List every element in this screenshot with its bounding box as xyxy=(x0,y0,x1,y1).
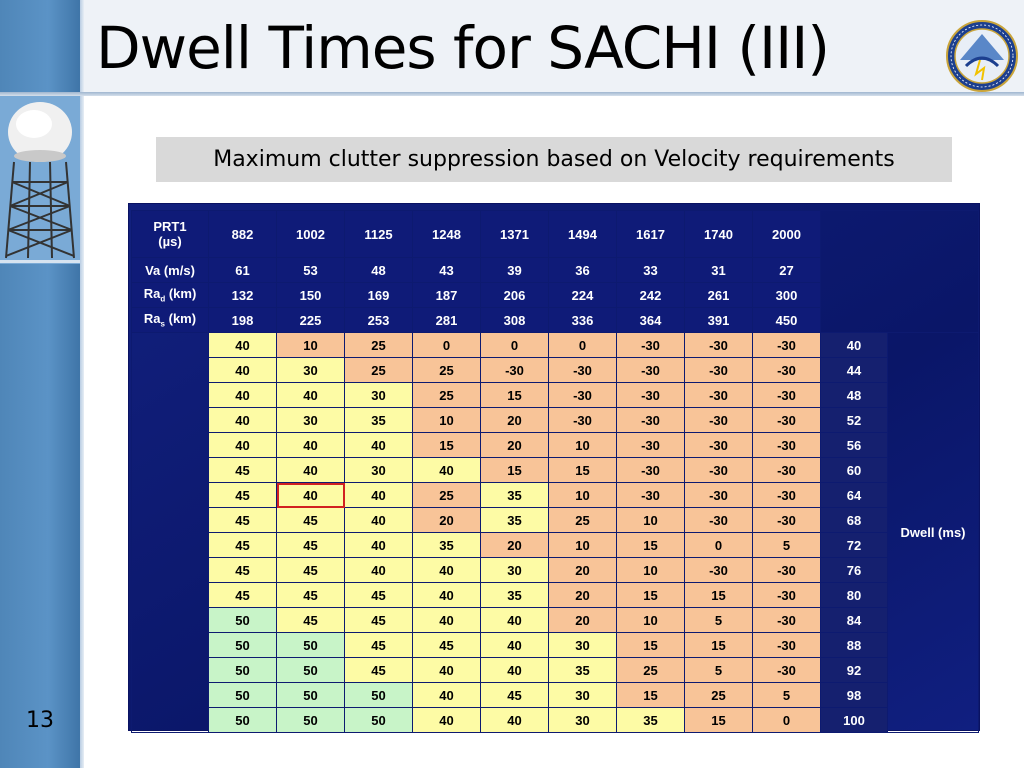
table-cell: 20 xyxy=(549,608,617,633)
dwell-value: 56 xyxy=(821,433,888,458)
table-cell: 0 xyxy=(413,333,481,358)
table-cell: 40 xyxy=(413,658,481,683)
table-cell: 45 xyxy=(209,583,277,608)
table-cell: 45 xyxy=(345,658,413,683)
dwell-value: 92 xyxy=(821,658,888,683)
dwell-value: 44 xyxy=(821,358,888,383)
ras-value: 308 xyxy=(481,308,549,333)
table-cell: 40 xyxy=(413,583,481,608)
table-cell: 40 xyxy=(413,458,481,483)
va-value: 31 xyxy=(685,258,753,283)
prt1-value: 1494 xyxy=(549,211,617,258)
table-row xyxy=(132,583,979,608)
table-cell: -30 xyxy=(753,583,821,608)
table-cell: 20 xyxy=(481,408,549,433)
table-cell: -30 xyxy=(481,358,549,383)
table-cell: -30 xyxy=(753,508,821,533)
dwell-value: 84 xyxy=(821,608,888,633)
table-cell: 50 xyxy=(277,683,345,708)
left-accent-edge xyxy=(80,0,84,768)
table-cell: 0 xyxy=(481,333,549,358)
table-cell: 30 xyxy=(277,358,345,383)
table-cell: 40 xyxy=(345,433,413,458)
table-cell: 25 xyxy=(413,483,481,508)
dwell-value: 100 xyxy=(821,708,888,733)
table-cell: 20 xyxy=(549,558,617,583)
table-cell: 40 xyxy=(277,483,345,508)
table-cell: 15 xyxy=(617,683,685,708)
ras-value: 336 xyxy=(549,308,617,333)
prt1-value: 2000 xyxy=(753,211,821,258)
table-cell: -30 xyxy=(549,358,617,383)
table-cell: 45 xyxy=(209,458,277,483)
prt1-label: PRT1 xyxy=(153,219,187,234)
table-cell: 15 xyxy=(617,633,685,658)
dwell-value: 80 xyxy=(821,583,888,608)
table-cell: -30 xyxy=(753,333,821,358)
table-cell: 10 xyxy=(549,533,617,558)
table-cell: -30 xyxy=(617,483,685,508)
prt1-unit: (µs) xyxy=(158,234,182,249)
va-value: 39 xyxy=(481,258,549,283)
table-cell: 40 xyxy=(413,708,481,733)
table-cell: 15 xyxy=(685,708,753,733)
rad-value: 206 xyxy=(481,283,549,308)
table-cell: 45 xyxy=(209,533,277,558)
table-cell: 40 xyxy=(345,533,413,558)
rad-value: 187 xyxy=(413,283,481,308)
prt1-header xyxy=(132,211,209,258)
ras-value: 281 xyxy=(413,308,481,333)
dwell-value: 64 xyxy=(821,483,888,508)
table-row xyxy=(132,333,979,358)
table-cell: -30 xyxy=(685,558,753,583)
dwell-value: 48 xyxy=(821,383,888,408)
rad-value: 242 xyxy=(617,283,685,308)
prt1-value: 1740 xyxy=(685,211,753,258)
table-cell: 15 xyxy=(481,383,549,408)
table-cell: 25 xyxy=(413,358,481,383)
table-cell: -30 xyxy=(617,358,685,383)
table-cell: 45 xyxy=(209,508,277,533)
dwell-value: 76 xyxy=(821,558,888,583)
table-cell: 40 xyxy=(277,433,345,458)
table-row xyxy=(132,358,979,383)
ras-value: 225 xyxy=(277,308,345,333)
ras-unit: (km) xyxy=(165,311,197,327)
table-cell: 15 xyxy=(685,583,753,608)
table-cell: 0 xyxy=(549,333,617,358)
table-cell: 30 xyxy=(481,558,549,583)
table-cell: 45 xyxy=(277,508,345,533)
table-row xyxy=(132,408,979,433)
table-cell: 30 xyxy=(345,458,413,483)
table-cell: -30 xyxy=(549,408,617,433)
ras-value: 450 xyxy=(753,308,821,333)
table-cell: 30 xyxy=(345,383,413,408)
table-cell: 5 xyxy=(685,658,753,683)
table-cell: 50 xyxy=(277,658,345,683)
table-cell: 50 xyxy=(277,708,345,733)
table-cell: 50 xyxy=(209,633,277,658)
table-cell: -30 xyxy=(617,383,685,408)
prt1-value: 882 xyxy=(209,211,277,258)
dwell-value: 52 xyxy=(821,408,888,433)
ras-value: 198 xyxy=(209,308,277,333)
table-cell: 40 xyxy=(345,558,413,583)
table-cell: 40 xyxy=(481,608,549,633)
dwell-value: 98 xyxy=(821,683,888,708)
table-cell: 30 xyxy=(549,708,617,733)
va-value: 43 xyxy=(413,258,481,283)
table-cell: 40 xyxy=(209,333,277,358)
rad-header xyxy=(132,283,209,308)
table-cell: 40 xyxy=(209,433,277,458)
table-cell: 5 xyxy=(753,683,821,708)
table-cell: 35 xyxy=(481,583,549,608)
table-cell: 20 xyxy=(481,433,549,458)
dwell-value: 60 xyxy=(821,458,888,483)
table-cell: 40 xyxy=(277,458,345,483)
table-cell: -30 xyxy=(753,483,821,508)
table-cell: 45 xyxy=(277,583,345,608)
rad-value: 224 xyxy=(549,283,617,308)
table-cell: 35 xyxy=(617,708,685,733)
table-cell: 50 xyxy=(345,683,413,708)
table-cell: -30 xyxy=(617,408,685,433)
table-cell: 50 xyxy=(209,608,277,633)
slide-number: 13 xyxy=(26,708,54,733)
table-cell: 40 xyxy=(481,708,549,733)
table-cell: -30 xyxy=(617,433,685,458)
rad-subscript: d xyxy=(160,294,166,304)
table-cell: -30 xyxy=(753,633,821,658)
table-row xyxy=(132,383,979,408)
table-cell: 20 xyxy=(549,583,617,608)
table-cell: 15 xyxy=(413,433,481,458)
table-cell: -30 xyxy=(685,483,753,508)
table-cell: 40 xyxy=(277,383,345,408)
table-cell: 15 xyxy=(685,633,753,658)
prt1-value: 1248 xyxy=(413,211,481,258)
table-cell: 45 xyxy=(481,683,549,708)
radar-frame xyxy=(0,96,80,263)
prt1-value: 1617 xyxy=(617,211,685,258)
table-cell: -30 xyxy=(685,333,753,358)
table-cell: 35 xyxy=(481,483,549,508)
dwell-axis-label: Dwell (ms) xyxy=(888,333,979,733)
table-cell: 35 xyxy=(549,658,617,683)
slide-title: Dwell Times for SACHI (III) xyxy=(96,14,830,82)
table-cell: 0 xyxy=(685,533,753,558)
table-cell: 10 xyxy=(277,333,345,358)
table-cell: 20 xyxy=(413,508,481,533)
table-cell: -30 xyxy=(685,383,753,408)
table-row xyxy=(132,658,979,683)
table-cell: 5 xyxy=(753,533,821,558)
va-value: 33 xyxy=(617,258,685,283)
ras-value: 364 xyxy=(617,308,685,333)
table-cell: 45 xyxy=(413,633,481,658)
table-cell: 45 xyxy=(345,583,413,608)
ras-label: Ra xyxy=(143,311,161,327)
table-cell: -30 xyxy=(753,358,821,383)
table-cell: -30 xyxy=(685,358,753,383)
table-cell: 40 xyxy=(209,358,277,383)
row-lead-blank xyxy=(132,333,209,733)
table-cell: 40 xyxy=(413,608,481,633)
nssl-seal-icon xyxy=(946,20,1018,92)
table-row xyxy=(132,708,979,733)
ras-value: 391 xyxy=(685,308,753,333)
rad-label: Ra xyxy=(143,286,161,302)
table-cell: 40 xyxy=(209,408,277,433)
rad-value: 169 xyxy=(345,283,413,308)
table-row xyxy=(132,608,979,633)
table-cell: 10 xyxy=(617,508,685,533)
table-cell: 50 xyxy=(209,658,277,683)
table-cell: 35 xyxy=(413,533,481,558)
ras-subscript: s xyxy=(160,319,165,329)
table-row xyxy=(132,633,979,658)
table-cell: -30 xyxy=(617,333,685,358)
table-cell: -30 xyxy=(685,433,753,458)
prt1-row xyxy=(132,211,979,258)
table-cell: 15 xyxy=(549,458,617,483)
dwell-value: 68 xyxy=(821,508,888,533)
table-cell: 10 xyxy=(549,483,617,508)
table-cell: -30 xyxy=(753,558,821,583)
table-cell: 10 xyxy=(617,558,685,583)
table-cell: 25 xyxy=(345,333,413,358)
prt1-value: 1371 xyxy=(481,211,549,258)
dwell-value: 72 xyxy=(821,533,888,558)
table-row xyxy=(132,483,979,508)
table-cell: 40 xyxy=(209,383,277,408)
table-cell: 40 xyxy=(413,558,481,583)
table-cell: 15 xyxy=(481,458,549,483)
table-row xyxy=(132,558,979,583)
rad-value: 261 xyxy=(685,283,753,308)
table-cell: 40 xyxy=(481,658,549,683)
table-cell: 10 xyxy=(549,433,617,458)
table-cell: 45 xyxy=(209,558,277,583)
header-blank xyxy=(821,211,979,333)
table-cell: -30 xyxy=(753,458,821,483)
table-cell: -30 xyxy=(753,608,821,633)
va-value: 27 xyxy=(753,258,821,283)
table-cell: 15 xyxy=(617,583,685,608)
va-value: 48 xyxy=(345,258,413,283)
table-cell: -30 xyxy=(685,408,753,433)
table-cell: 35 xyxy=(481,508,549,533)
table-cell: 10 xyxy=(413,408,481,433)
table-cell: 30 xyxy=(549,683,617,708)
table-cell: 30 xyxy=(549,633,617,658)
va-value: 36 xyxy=(549,258,617,283)
rad-unit: (km) xyxy=(165,286,197,302)
table-cell: 45 xyxy=(345,608,413,633)
table-cell: 25 xyxy=(685,683,753,708)
table-row xyxy=(132,508,979,533)
table-cell: 45 xyxy=(277,533,345,558)
table-row xyxy=(132,533,979,558)
table-cell: 45 xyxy=(277,558,345,583)
table-cell: -30 xyxy=(753,408,821,433)
rad-value: 300 xyxy=(753,283,821,308)
ras-header xyxy=(132,308,209,333)
table-row xyxy=(132,433,979,458)
table-cell: 25 xyxy=(413,383,481,408)
ras-value: 253 xyxy=(345,308,413,333)
table-cell: 50 xyxy=(345,708,413,733)
rad-value: 150 xyxy=(277,283,345,308)
table-cell: -30 xyxy=(685,508,753,533)
table-cell: 35 xyxy=(345,408,413,433)
table-cell: 25 xyxy=(345,358,413,383)
table-cell: -30 xyxy=(753,383,821,408)
table-cell: -30 xyxy=(753,433,821,458)
table-cell: 15 xyxy=(617,533,685,558)
table-cell: 45 xyxy=(277,608,345,633)
va-value: 61 xyxy=(209,258,277,283)
dwell-table xyxy=(131,210,979,733)
subtitle-banner: Maximum clutter suppression based on Velocity requirements xyxy=(156,137,952,182)
dwell-table-panel xyxy=(128,203,980,731)
table-cell: 20 xyxy=(481,533,549,558)
table-cell: -30 xyxy=(549,383,617,408)
table-cell: 5 xyxy=(685,608,753,633)
table-cell: 40 xyxy=(345,508,413,533)
table-cell: -30 xyxy=(753,658,821,683)
table-row xyxy=(132,458,979,483)
table-cell: 25 xyxy=(549,508,617,533)
va-header: Va (m/s) xyxy=(132,258,209,283)
prt1-value: 1002 xyxy=(277,211,345,258)
va-value: 53 xyxy=(277,258,345,283)
table-cell: 40 xyxy=(413,683,481,708)
table-cell: 0 xyxy=(753,708,821,733)
dwell-value: 40 xyxy=(821,333,888,358)
table-cell: 45 xyxy=(345,633,413,658)
rad-value: 132 xyxy=(209,283,277,308)
table-cell: -30 xyxy=(685,458,753,483)
dwell-value: 88 xyxy=(821,633,888,658)
table-cell: 10 xyxy=(617,608,685,633)
table-cell: 40 xyxy=(481,633,549,658)
table-cell: 40 xyxy=(345,483,413,508)
table-cell: 50 xyxy=(209,683,277,708)
table-cell: 25 xyxy=(617,658,685,683)
table-cell: -30 xyxy=(617,458,685,483)
table-cell: 45 xyxy=(209,483,277,508)
header-divider xyxy=(0,92,1024,96)
prt1-value: 1125 xyxy=(345,211,413,258)
table-cell: 50 xyxy=(277,633,345,658)
table-row xyxy=(132,683,979,708)
table-cell: 30 xyxy=(277,408,345,433)
table-cell: 50 xyxy=(209,708,277,733)
